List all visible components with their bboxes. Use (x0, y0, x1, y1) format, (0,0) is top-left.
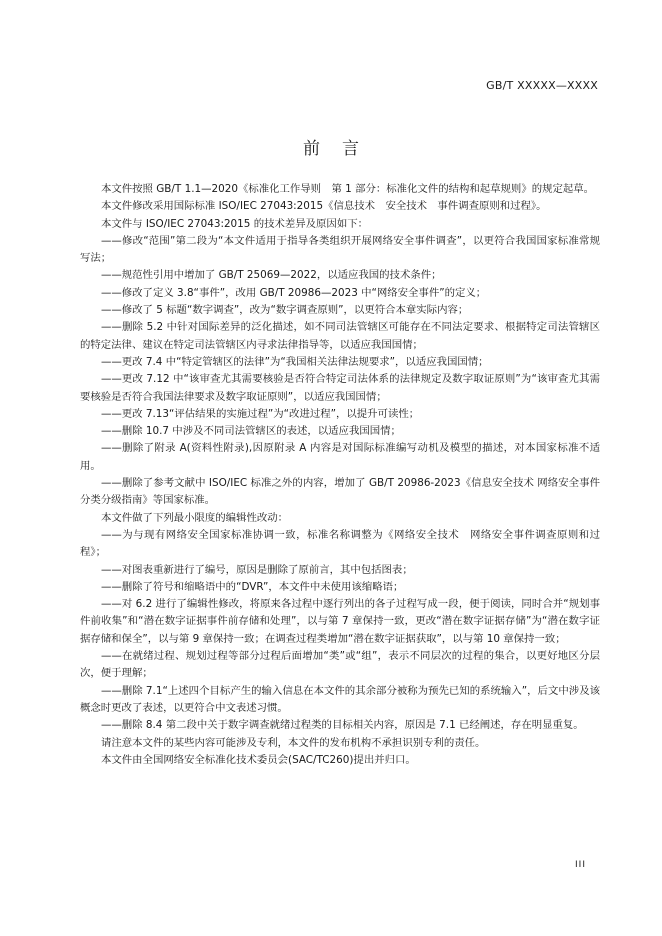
list-item: ——删除 8.4 第二段中关于数字调查就绪过程类的目标相关内容，原因是 7.1 已经阐述，存在明显重复。 (101, 719, 584, 732)
paragraph: 本文件做了下列最小限度的编辑性改动： (101, 511, 289, 524)
paragraph: 本文件按照 GB/T 1.1—2020《标准化工作导则 第 1 部分：标准化文件的结构和起草规则》的规定起草。 (101, 183, 595, 195)
paragraph: 本文件由全国网络安全标准化技术委员会(SAC/TC260)提出并归口。 (101, 753, 416, 766)
foreword-body (80, 181, 600, 769)
page-number: III (575, 860, 586, 870)
paragraph: 请注意本文件的某些内容可能涉及专利，本文件的发布机构不承担识别专利的责任。 (101, 736, 486, 749)
list-item: ——规范性引用中增加了 GB/T 25069—2022，以适应我国的技术条件； (101, 269, 442, 282)
paragraph: 本文件修改采用国际标准 ISO/IEC 27043:2015《信息技术 安全技术 事件调查原则和过程》。 (101, 200, 547, 213)
document-number: GB/T XXXXX—XXXX (486, 79, 598, 92)
list-item: ——修改了 5 标题“数字调查”，改为“数字调查原则”，以更符合本章实际内容； (101, 304, 469, 317)
page-title: 前言 (303, 139, 381, 159)
paragraph: 本文件与 ISO/IEC 27043:2015 的技术差异及原因如下： (101, 217, 368, 230)
list-item: ——更改 7.4 中“特定管辖区的法律”为“我国相关法律法规要求”，以适应我国国情； (101, 355, 489, 368)
list-item: ——删除了附录 A(资料性附录),因原附录 A 内容是对国际标准编写动机及模型的描述，对本国家标准不适用。 (80, 442, 600, 472)
list-item: ——为与现有网络安全国家标准协调一致，标准名称调整为《网络安全技术 网络安全事件调查原则和过程》； (80, 528, 600, 559)
list-item: ——删除 7.1“上述四个目标产生的输入信息在本文件的其余部分被称为预先已知的系统输入”，后文中涉及该概念时更改了表述，以更符合中文表述习惯。 (80, 684, 600, 714)
list-item: ——对 6.2 进行了编辑性修改，将原来各过程中逐行列出的各子过程写成一段，便于阅读，同时合并“规划事件前收集”和“潜在数字证据事件前存储和处理”，以与第 7 章保持一致，更改“潜在数字证据存储”为“潜在数字证据存储和保全”，以与第 9 章保持一致；在调查过程类增加“潜在数字证据获取”，以与第 10 章保持一致； (80, 598, 600, 645)
list-item: ——删除 5.2 中针对国际差异的泛化描述，如不同司法管辖区可能存在不同法定要求、根据特定司法管辖区的特定法律、建议在特定司法管辖区内寻求法律指导等，以适应我国国情； (80, 321, 600, 351)
list-item: ——在就绪过程、规划过程等部分过程后面增加“类”或“组”，表示不同层次的过程的集合，以更好地区分层次，便于理解； (80, 650, 600, 680)
list-item: ——修改了定义 3.8“事件”，改用 GB/T 20986—2023 中“网络安全事件”的定义； (101, 286, 487, 299)
list-item: ——修改“范围”第二段为“本文件适用于指导各类组织开展网络安全事件调查”，以更符合我国国家标准常规写法； (80, 234, 600, 265)
list-item: ——删除了符号和缩略语中的“DVR”，本文件中未使用该缩略语； (101, 580, 404, 593)
list-item: ——删除了参考文献中 ISO/IEC 标准之外的内容，增加了 GB/T 20986-2023《信息安全技术 网络安全事件分类分级指南》等国家标准。 (80, 477, 600, 507)
list-item: ——更改 7.13“评估结果的实施过程”为“改进过程”，以提升可读性； (101, 407, 420, 420)
list-item: ——对图表重新进行了编号，原因是删除了原前言，其中包括图表； (101, 563, 413, 576)
list-item: ——删除 10.7 中涉及不同司法管辖区的表述，以适应我国国情； (101, 425, 401, 438)
list-item: ——更改 7.12 中“该审查尤其需要核验是否符合特定司法体系的法律规定及数字取证原则”为“该审查尤其需要核验是否符合我国法律要求及数字取证原则”，以适应我国国情； (80, 373, 600, 403)
